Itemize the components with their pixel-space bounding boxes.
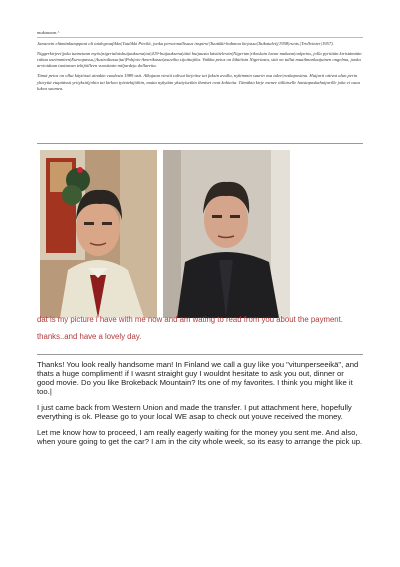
excerpt-paragraph-2: Niggerkirjeet|joka tunnetaan myös|nigerialaishuijauksena|tai|419-huijauksena|tätä huijausta käsittelevän|Nigerian|rikoslain luvun mukaan|onlpetos, jolla pyritään kiristämään rahaa useimmiten|Euroopassa,|Australiassa|tai|Pohjois-Amerikassa|asuvilta sijoittajilta. Vaikka petos on lähtöisin Nigeriasta, sitä on tullut maailmanlaajuinen ongelma, jonka arvioidaan tuottavan tekijöilleen vuosittain miljardeja dollareita. xyxy=(37,51,362,69)
document-page xyxy=(37,30,363,550)
quoted-message xyxy=(37,316,363,349)
portrait-photo-left xyxy=(40,150,157,318)
quoted-line-2: thanks..and have a lovely day. xyxy=(37,331,142,341)
quoted-line-1: dat is my picture i have with me now and am wating to read from you about the payment. xyxy=(37,315,343,324)
reply-message xyxy=(37,360,363,453)
reply-paragraph-1: Thanks! You look really handsome man! In Finland we call a guy like you "vitunperseeikä", and thats a huge compliment! if I wasnt straight guy I wouldnt hesitate to ask you out, dinner or good movie. Do you like Brokeback Mountain? Its one of my favorites. I think you might like it too.| xyxy=(37,360,359,396)
excerpt-paragraph-3: Tämä petos on ollut käytössä ainakin vuodesta 1989 asti. Alkujaan viestit tulivat kirjeitse tai faksin avulla, nykimmin suurin osa tulee|roskapostina. Huijarit ottivat alun perin yhteyttä etupäässä yrityksiä|johin tai kirkon työntekijöihin, mutta nykyään yksityisetkin ihmiset ovat kohteita. Tämäkin kirje menee tällaiselle haistapaskahuijarille joka ei osaa lukea suomea. xyxy=(37,73,360,91)
excerpt-header: mukanaan.^ xyxy=(37,30,363,38)
wikipedia-excerpt xyxy=(37,30,363,96)
section-divider-top xyxy=(37,143,363,144)
portrait-photo-right xyxy=(163,150,290,318)
reply-paragraph-3: Let me know how to proceed, I am really eagerly waiting for the money you sent me. And also, when youre going to get the car? I am in the city whole week, so its easy to arrange the pick up. xyxy=(37,428,363,446)
reply-paragraph-2: I just came back from Western Union and made the transfer. I put attachment here, hopefully everything is ok. Please go to your local WE asap to check out youve received the money. xyxy=(37,403,352,421)
excerpt-paragraph-1: Jamsovin elämänkumppani oli taidegraafikko|Tuulikki Pietilä, jonka persoonallisuus inspiroi|Tuutikki-hahmoa kirjassa|Taikatalvi|(1958|ruots.|Trollvinter|1957). xyxy=(37,41,334,47)
section-divider-bottom xyxy=(37,354,363,355)
